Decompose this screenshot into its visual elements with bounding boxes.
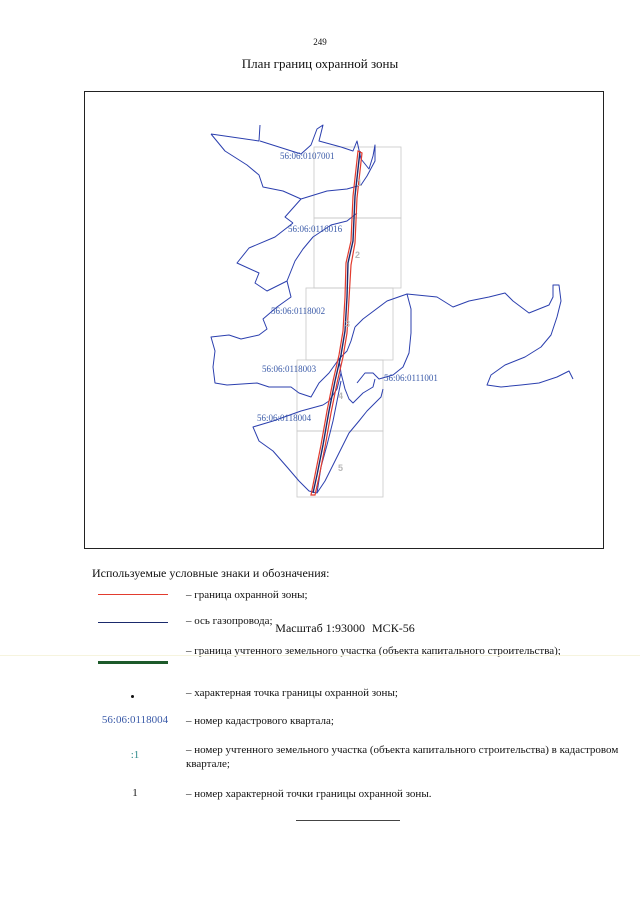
quarter-boundary-0111001 bbox=[355, 285, 573, 387]
cadastral-number-symbol: 56:06:0118004 bbox=[101, 714, 169, 726]
legend-text: – номер характерной точки границы охранной зоны. bbox=[186, 788, 432, 800]
dot-symbol bbox=[92, 686, 178, 700]
quarter-boundary-0118003 bbox=[323, 359, 375, 405]
ghost-line bbox=[0, 655, 640, 656]
cadastral-quarter-label: 56:06:0118004 bbox=[257, 413, 312, 423]
footer-rule bbox=[296, 820, 400, 821]
cadastral-quarter-label: 56:06:0111001 bbox=[384, 373, 438, 383]
parcel-number-label: 4 bbox=[338, 391, 344, 401]
legend-text: – ось газопровода; bbox=[186, 615, 273, 627]
scale-label: Масштаб 1:93000 bbox=[275, 621, 366, 635]
cadastral-boundaries bbox=[211, 125, 573, 493]
parcel-number-label: 3 bbox=[345, 319, 351, 329]
cadastral-quarter-label: 56:06:0116016 bbox=[288, 224, 343, 234]
point-number-symbol: 1 bbox=[132, 787, 138, 799]
quarter-boundary-0118004 bbox=[253, 389, 383, 493]
legend-text: – граница охранной зоны; bbox=[186, 589, 308, 601]
cadastral-quarter-label: 56:06:0107001 bbox=[280, 151, 335, 161]
parcel-number-symbol: :1 bbox=[130, 749, 140, 761]
page-title: План границ охранной зоны bbox=[241, 56, 399, 71]
legend-text: – номер кадастрового квартала; bbox=[186, 715, 334, 727]
cadastral-quarter-label: 56:06:0118003 bbox=[262, 364, 317, 374]
legend-text: – граница учтенного земельного участка (объекта капитального строительства); bbox=[186, 645, 561, 657]
red-line-symbol bbox=[92, 588, 178, 602]
parcel-number-label: 5 bbox=[338, 463, 344, 473]
legend-text: – номер учтенного земельного участка (объекта капитального строительства) в кадастровом квартале; bbox=[186, 744, 619, 770]
navy-line-symbol bbox=[92, 614, 178, 628]
parcel-number-label: 1 bbox=[357, 178, 363, 188]
cadastral-quarter-label: 56:06:0118002 bbox=[271, 306, 326, 316]
green-line-symbol bbox=[92, 644, 178, 672]
legend-text: – характерная точка границы охранной зоны; bbox=[186, 687, 398, 699]
legend-title: Используемые условные знаки и обозначения: bbox=[92, 566, 330, 580]
map-canvas[interactable] bbox=[85, 92, 605, 550]
page-number: 249 bbox=[313, 37, 327, 47]
quarter-boundary-0107001 bbox=[211, 125, 375, 223]
crs-label: МСК-56 bbox=[372, 621, 415, 635]
parcel-number-label: 2 bbox=[355, 250, 361, 260]
